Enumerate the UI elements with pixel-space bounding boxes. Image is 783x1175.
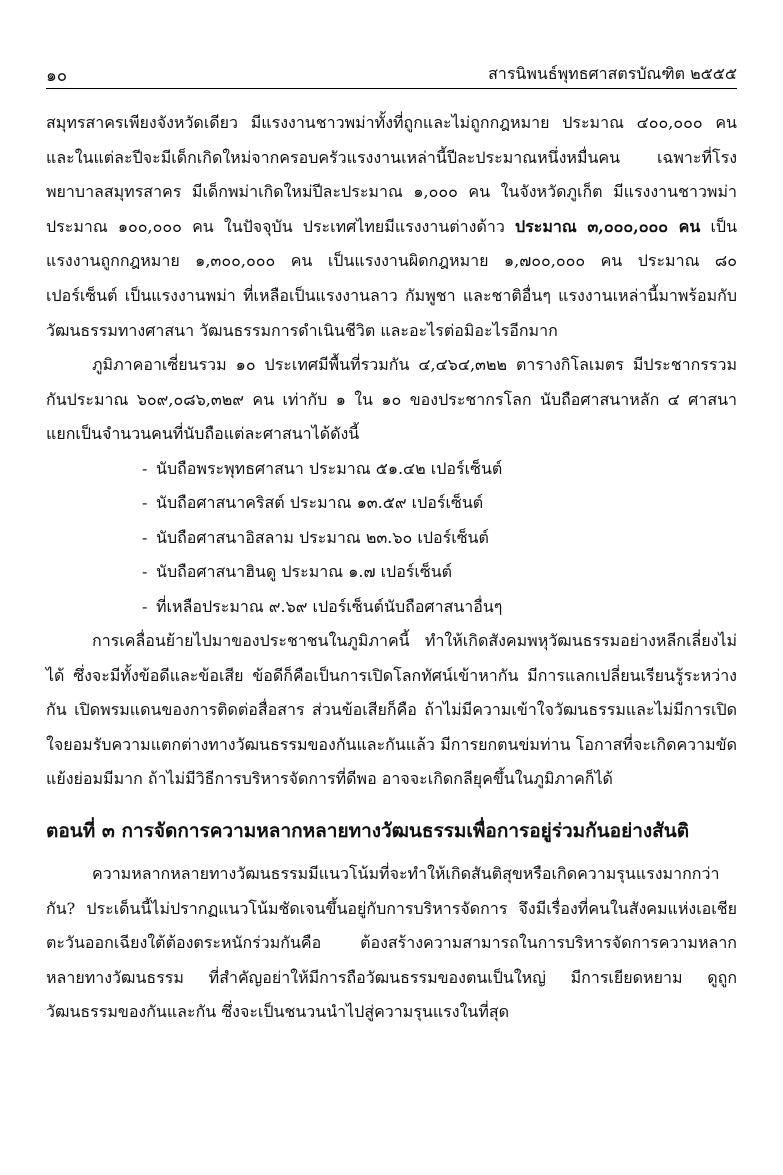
list-item xyxy=(142,555,737,589)
list-item-text: นับถือศาสนาอิสลาม ประมาณ ๒๓.๖๐ เปอร์เซ็นต์ xyxy=(156,527,489,547)
page-number: ๑๐ xyxy=(46,66,68,86)
religion-list xyxy=(46,452,737,624)
bullet-dash: - xyxy=(142,527,148,547)
paragraph-text: เป็นแรงงานถูกกฎหมาย ๑,๓๐๐,๐๐๐ คน เป็นแรงงานผิดกฎหมาย ๑,๗๐๐,๐๐๐ คน ประมาณ ๘๐ เปอร์เซ็นต์ เป็นแรงงานพม่า ที่เหลือเป็นแรงงานลาว กัมพูชา และชาติอื่นๆ แรงงานเหล่านี้มาพร้อมกับวัฒนธรรมทางศาสนา วัฒนธรรมการดำเนินชีวิต และอะไรต่อมิอะไรอีกมาก xyxy=(46,216,737,340)
section-heading: ตอนที่ ๓ การจัดการความหลากหลายทางวัฒนธรรมเพื่อการอยู่ร่วมกันอย่างสันติ xyxy=(46,819,690,842)
paragraph-text: สมุทรสาครเพียงจังหวัดเดียว มีแรงงานชาวพม่าทั้งที่ถูกและไม่ถูกกฎหมาย ประมาณ ๔๐๐,๐๐๐ คน และในแต่ละปีจะมีเด็กเกิดใหม่จากครอบครัวแรงงานเหล่านี้ปีละประมาณหนึ่งหมื่นคน เฉพาะที่โรงพยาบาลสมุทรสาคร มีเด็กพม่าเกิดใหม่ปีละประมาณ ๑,๐๐๐ คน ในจังหวัดภูเก็ต มีแรงงานชาวพม่าประมาณ ๑๐๐,๐๐๐ คน ในปัจจุบัน ประเทศไทยมีแรงงานต่างด้าว xyxy=(46,113,737,236)
list-item-text: นับถือศาสนาฮินดู ประมาณ ๑.๗ เปอร์เซ็นต์ xyxy=(156,562,453,582)
bullet-dash: - xyxy=(142,458,148,478)
bullet-dash: - xyxy=(142,493,148,513)
publication-title: สารนิพนธ์พุทธศาสตรบัณฑิต ๒๕๕๕ xyxy=(488,64,737,83)
paragraph-asean-population: ภูมิภาคอาเซี่ยนรวม ๑๐ ประเทศมีพื้นที่รวมกัน ๔,๔๖๔,๓๒๒ ตารางกิโลเมตร มีประชากรรวมกันประมาณ ๖๐๙,๐๘๖,๓๒๙ คน เท่ากับ ๑ ใน ๑๐ ของประชากรโลก นับถือศาสนาหลัก ๔ ศาสนา แยกเป็นจำนวนคนที่นับถือแต่ละศาสนาได้ดังนี้ xyxy=(46,355,738,444)
emphasis-text: ประมาณ ๓,๐๐๐,๐๐๐ คน xyxy=(514,216,701,236)
list-item xyxy=(142,590,737,624)
paragraph-migrant-workers xyxy=(46,106,737,348)
list-item-text: ที่เหลือประมาณ ๙.๖๙ เปอร์เซ็นต์นับถือศาสนาอื่นๆ xyxy=(156,596,503,616)
page-header xyxy=(46,58,737,89)
bullet-dash: - xyxy=(142,562,148,582)
list-item xyxy=(142,452,737,486)
page-body xyxy=(46,106,737,1030)
list-item-text: นับถือศาสนาคริสต์ ประมาณ ๑๓.๕๙ เปอร์เซ็นต์ xyxy=(156,493,484,513)
list-item xyxy=(142,486,737,520)
paragraph-diversity-management: ความหลากหลายทางวัฒนธรรมมีแนวโน้มที่จะทำให้เกิดสันติสุขหรือเกิดความรุนแรงมากกว่ากัน? ประเด็นนี้ไม่ปรากฏแนวโน้มชัดเจนขึ้นอยู่กับการบริหารจัดการ จึงมีเรื่องที่คนในสังคมแห่งเอเชียตะวันออกเฉียงใต้ต้องตระหนักร่วมกันคือ ต้องสร้างความสามารถในการบริหารจัดการความหลากหลายทางวัฒนธรรม ที่สำคัญอย่าให้มีการถือวัฒนธรรมของตนเป็นใหญ่ มีการเยียดหยาม ดูถูกวัฒนธรรมของกันและกัน ซึ่งจะเป็นชนวนนำไปสู่ความรุนแรงในที่สุด xyxy=(46,863,737,1022)
list-item-text: นับถือพระพุทธศาสนา ประมาณ ๕๑.๔๒ เปอร์เซ็นต์ xyxy=(156,458,503,478)
paragraph-migration-effects: การเคลื่อนย้ายไปมาของประชาชนในภูมิภาคนี้ ทำให้เกิดสังคมพหุวัฒนธรรมอย่างหลีกเลี่ยงไม่ได้ ซึ่งจะมีทั้งข้อดีและข้อเสีย ข้อดีก็คือเป็นการเปิดโลกทัศน์เข้าหากัน มีการแลกเปลี่ยนเรียนรู้ระหว่างกัน เปิดพรมแดนของการติดต่อสื่อสาร ส่วนข้อเสียก็คือ ถ้าไม่มีความเข้าใจวัฒนธรรมและไม่มีการเปิดใจยอมรับความแตกต่างทางวัฒนธรรมของกันและกันแล้ว มีการยกตนข่มท่าน โอกาสที่จะเกิดความขัดแย้งย่อมมีมาก ถ้าไม่มีวิธีการบริหารจัดการที่ดีพอ อาจจะเกิดกลียุคขึ้นในภูมิภาคก็ได้ xyxy=(46,630,737,789)
bullet-dash: - xyxy=(142,596,148,616)
list-item xyxy=(142,521,737,555)
